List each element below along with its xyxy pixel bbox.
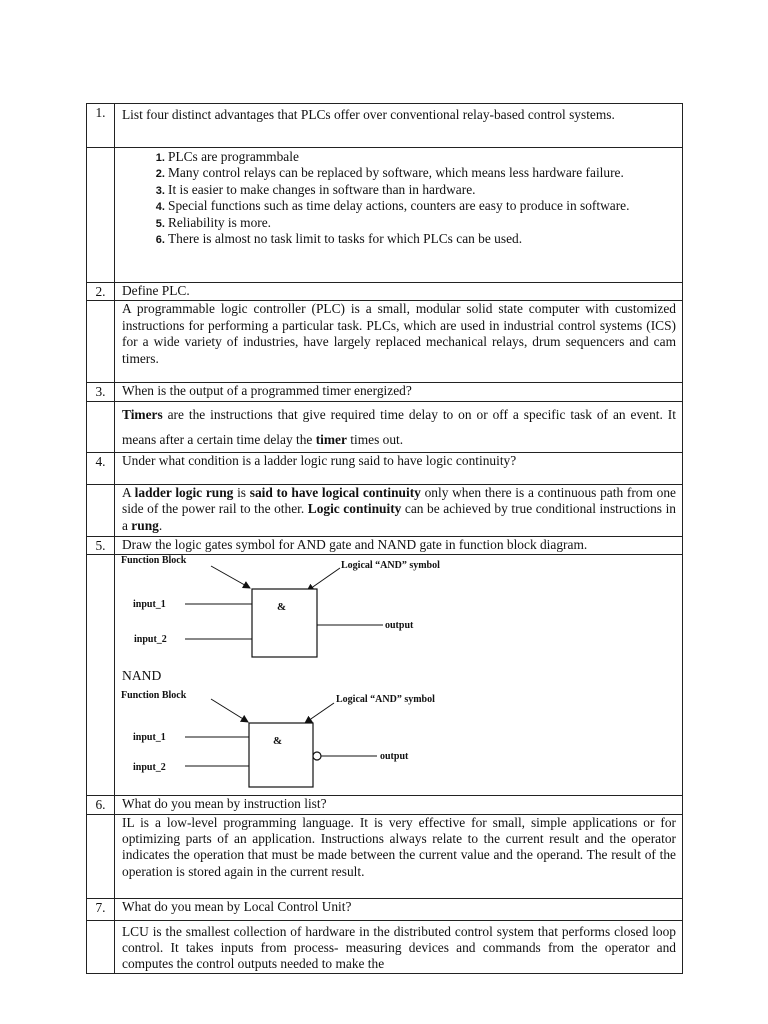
inversion-bubble (313, 752, 321, 760)
diagram-cell (115, 555, 683, 796)
table-row (87, 536, 683, 554)
table-row (87, 301, 683, 383)
table-row (87, 796, 683, 814)
table-row (87, 104, 683, 148)
advantages-list (122, 149, 676, 247)
question-text: List four distinct advantages that PLCs offer over conventional relay-based control systems. (115, 104, 683, 148)
input-1-label: input_1 (133, 599, 166, 611)
answer-text: IL is a low-level programming language. It is very effective for small, simple applications or for optimizing parts of an application. Instructions always relate to the current result and the operator indicates the operation that must be made between the current value and the operand. The result of the operation is stored again in the current result. (115, 814, 683, 898)
arrow (211, 566, 250, 588)
nand-gate-box (249, 723, 313, 787)
table-row (87, 814, 683, 898)
function-block-label: Function Block (121, 555, 187, 567)
and-gate-box (252, 589, 317, 657)
and-symbol-label: Logical “AND” symbol (336, 694, 435, 706)
table-row (87, 555, 683, 796)
question-text: What do you mean by Local Control Unit? (115, 898, 683, 920)
question-number: 5. (87, 536, 115, 554)
question-number: 3. (87, 383, 115, 401)
question-number: 7. (87, 898, 115, 920)
nand-gate-symbol: & (273, 735, 283, 748)
table-row (87, 383, 683, 401)
table-row (87, 148, 683, 283)
and-symbol-label: Logical “AND” symbol (341, 560, 440, 572)
logic-gate-diagrams (115, 555, 682, 795)
question-text: Draw the logic gates symbol for AND gate and NAND gate in function block diagram. (115, 536, 683, 554)
input-1-label: input_1 (133, 732, 166, 744)
list-item: 4. Special functions such as time delay actions, counters are easy to produce in software. (168, 198, 676, 214)
output-label: output (380, 751, 409, 763)
function-block-label: Function Block (121, 690, 187, 702)
question-text: Under what condition is a ladder logic rung said to have logic continuity? (115, 452, 683, 484)
table-row (87, 898, 683, 920)
arrow (305, 703, 334, 723)
table-row (87, 283, 683, 301)
list-item: 6. There is almost no task limit to tasks for which PLCs can be used. (168, 231, 676, 247)
table-row (87, 401, 683, 452)
output-label: output (385, 620, 414, 632)
arrow (307, 568, 340, 591)
answer-text: A programmable logic controller (PLC) is a small, modular solid state computer with customized instructions for performing a particular task. PLCs, which are used in industrial control systems (ICS) for a wide variety of industries, have largely replaced mechanical relays, drum sequencers and cam timers. (115, 301, 683, 383)
table-row (87, 484, 683, 536)
and-nand-diagram (115, 555, 675, 795)
list-item: 5. Reliability is more. (168, 215, 676, 231)
table-row (87, 920, 683, 973)
and-gate-symbol: & (277, 601, 287, 614)
nand-heading: NAND (122, 668, 162, 684)
question-text: What do you mean by instruction list? (115, 796, 683, 814)
table-row (87, 452, 683, 484)
answer-text: Timers are the instructions that give required time delay to on or off a specific task of an event. It means after a certain time delay the timer times out. (115, 401, 683, 452)
question-number: 6. (87, 796, 115, 814)
input-2-label: input_2 (133, 762, 166, 774)
answer-cell (115, 148, 683, 283)
qa-table (86, 103, 683, 974)
question-answer-document (86, 103, 683, 974)
list-item: 3. It is easier to make changes in software than in hardware. (168, 182, 676, 198)
question-number: 4. (87, 452, 115, 484)
input-2-label: input_2 (134, 634, 167, 646)
answer-text: A ladder logic rung is said to have logical continuity only when there is a continuous path from one side of the power rail to the other. Logic continuity can be achieved by true conditional instructions in a rung. (115, 484, 683, 536)
list-item: 1. PLCs are programmbale (168, 149, 676, 165)
question-number: 2. (87, 283, 115, 301)
list-item: 2. Many control relays can be replaced by software, which means less hardware failure. (168, 165, 676, 181)
question-number: 1. (87, 104, 115, 148)
question-text: Define PLC. (115, 283, 683, 301)
bold-term: Timers (122, 406, 163, 422)
question-text: When is the output of a programmed timer energized? (115, 383, 683, 401)
bold-term: timer (315, 431, 347, 447)
arrow (211, 699, 248, 722)
answer-text: LCU is the smallest collection of hardware in the distributed control system that performs closed loop control. It takes inputs from process- measuring devices and commands from the operator and computes the control outputs needed to make the (115, 920, 683, 973)
